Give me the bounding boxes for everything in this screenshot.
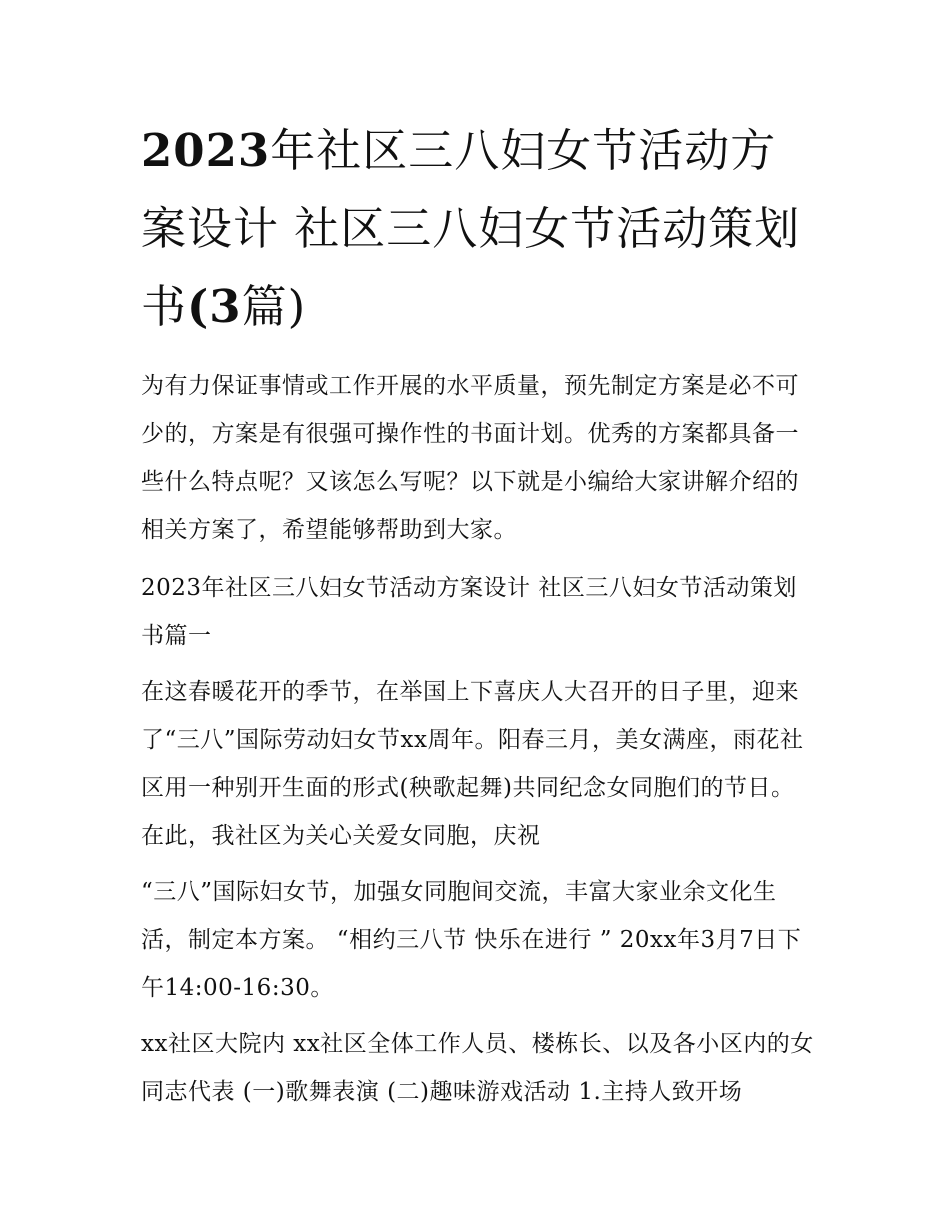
body-paragraph-3: xx社区大院内 xx社区全体工作人员、楼栋长、以及各小区内的女同志代表 (一)歌舞表演 (二)趣味游戏活动 1.主持人致开场 bbox=[141, 1031, 814, 1105]
body-paragraph-2: “三八”国际妇女节，加强女同胞间交流，丰富大家业余文化生活，制定本方案。 “相约三八节 快乐在进行 ” 20xx年3月7日下午14:00-16:30。 bbox=[141, 879, 802, 1001]
title-year: 2023 bbox=[141, 124, 271, 177]
document-content bbox=[141, 112, 817, 1124]
intro-paragraph: 为有力保证事情或工作开展的水平质量，预先制定方案是必不可少的，方案是有很强可操作性的书面计划。优秀的方案都具备一些什么特点呢？又该怎么写呢？以下就是小编给大家讲解介绍的相关方案了，希望能够帮助到大家。 bbox=[141, 373, 799, 543]
title-count: (3 bbox=[187, 280, 242, 333]
section-title: 2023年社区三八妇女节活动方案设计 社区三八妇女节活动策划书篇一 bbox=[141, 575, 797, 649]
title-text-1: 年社区三八妇女节活动方案设计 社区三八妇女节活动策划书 bbox=[141, 124, 801, 333]
document-title bbox=[141, 112, 817, 346]
title-text-2: 篇) bbox=[241, 280, 307, 333]
body-paragraph-1: 在这春暖花开的季节，在举国上下喜庆人大召开的日子里，迎来了“三八”国际劳动妇女节xx周年。阳春三月，美女满座，雨花社区用一种别开生面的形式(秧歌起舞)共同纪念女同胞们的节日。在此，我社区为关心关爱女同胞，庆祝 bbox=[141, 679, 804, 849]
